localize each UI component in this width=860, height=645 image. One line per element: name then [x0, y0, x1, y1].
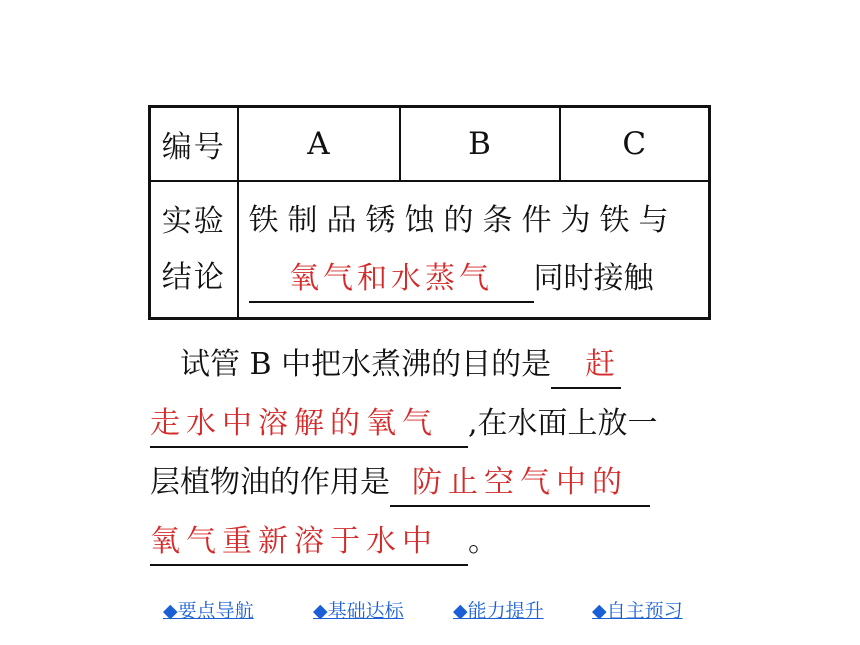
nav-link-basic-standards[interactable]: ◆基础达标 — [313, 600, 404, 622]
answer-oil-purpose-part2: 氧气重新溶于水中 — [150, 520, 468, 566]
nav-link-ability-improvement[interactable]: ◆能力提升 — [453, 600, 544, 622]
answer-boil-purpose-part2: 走水中溶解的氧气 — [150, 402, 468, 448]
question-line2-suffix: ,在水面上放一 — [468, 406, 658, 441]
conclusion-label-line1: 实验 — [161, 203, 226, 239]
table-header-row — [150, 107, 710, 182]
question-line3-prefix: 层植物油的作用是 — [150, 465, 390, 500]
conclusion-label-line2: 结论 — [161, 259, 226, 295]
bottom-navigation — [0, 596, 860, 624]
conclusion-text-line2 — [249, 250, 709, 308]
header-col-b: B — [400, 107, 560, 182]
nav-link-key-points[interactable]: ◆要点导航 — [163, 600, 254, 622]
conclusion-cell — [238, 181, 710, 319]
question-line-2 — [150, 394, 710, 453]
nav-link-self-preview[interactable]: ◆自主预习 — [592, 600, 683, 622]
question-paragraph — [150, 335, 710, 571]
conclusion-label — [150, 181, 238, 319]
answer-blank-conditions: 氧气和水蒸气 — [249, 257, 534, 303]
header-col-a: A — [238, 107, 400, 182]
question-line-3 — [150, 453, 710, 512]
answer-oil-purpose-part1: 防止空气中的 — [390, 461, 650, 507]
header-label: 编号 — [150, 107, 238, 182]
question-line-1 — [150, 335, 710, 394]
header-col-c: C — [560, 107, 710, 182]
experiment-table — [148, 105, 711, 320]
question-line1-prefix: 试管 B 中把水煮沸的目的是 — [180, 347, 552, 382]
question-line-4 — [150, 512, 710, 571]
conclusion-suffix: 同时接触 — [533, 260, 654, 296]
question-line4-suffix: 。 — [468, 524, 498, 559]
conclusion-text-line1: 铁制品锈蚀的条件为铁与 — [248, 202, 678, 238]
answer-boil-purpose-part1: 赶 — [551, 343, 621, 389]
conclusion-row — [150, 181, 710, 319]
